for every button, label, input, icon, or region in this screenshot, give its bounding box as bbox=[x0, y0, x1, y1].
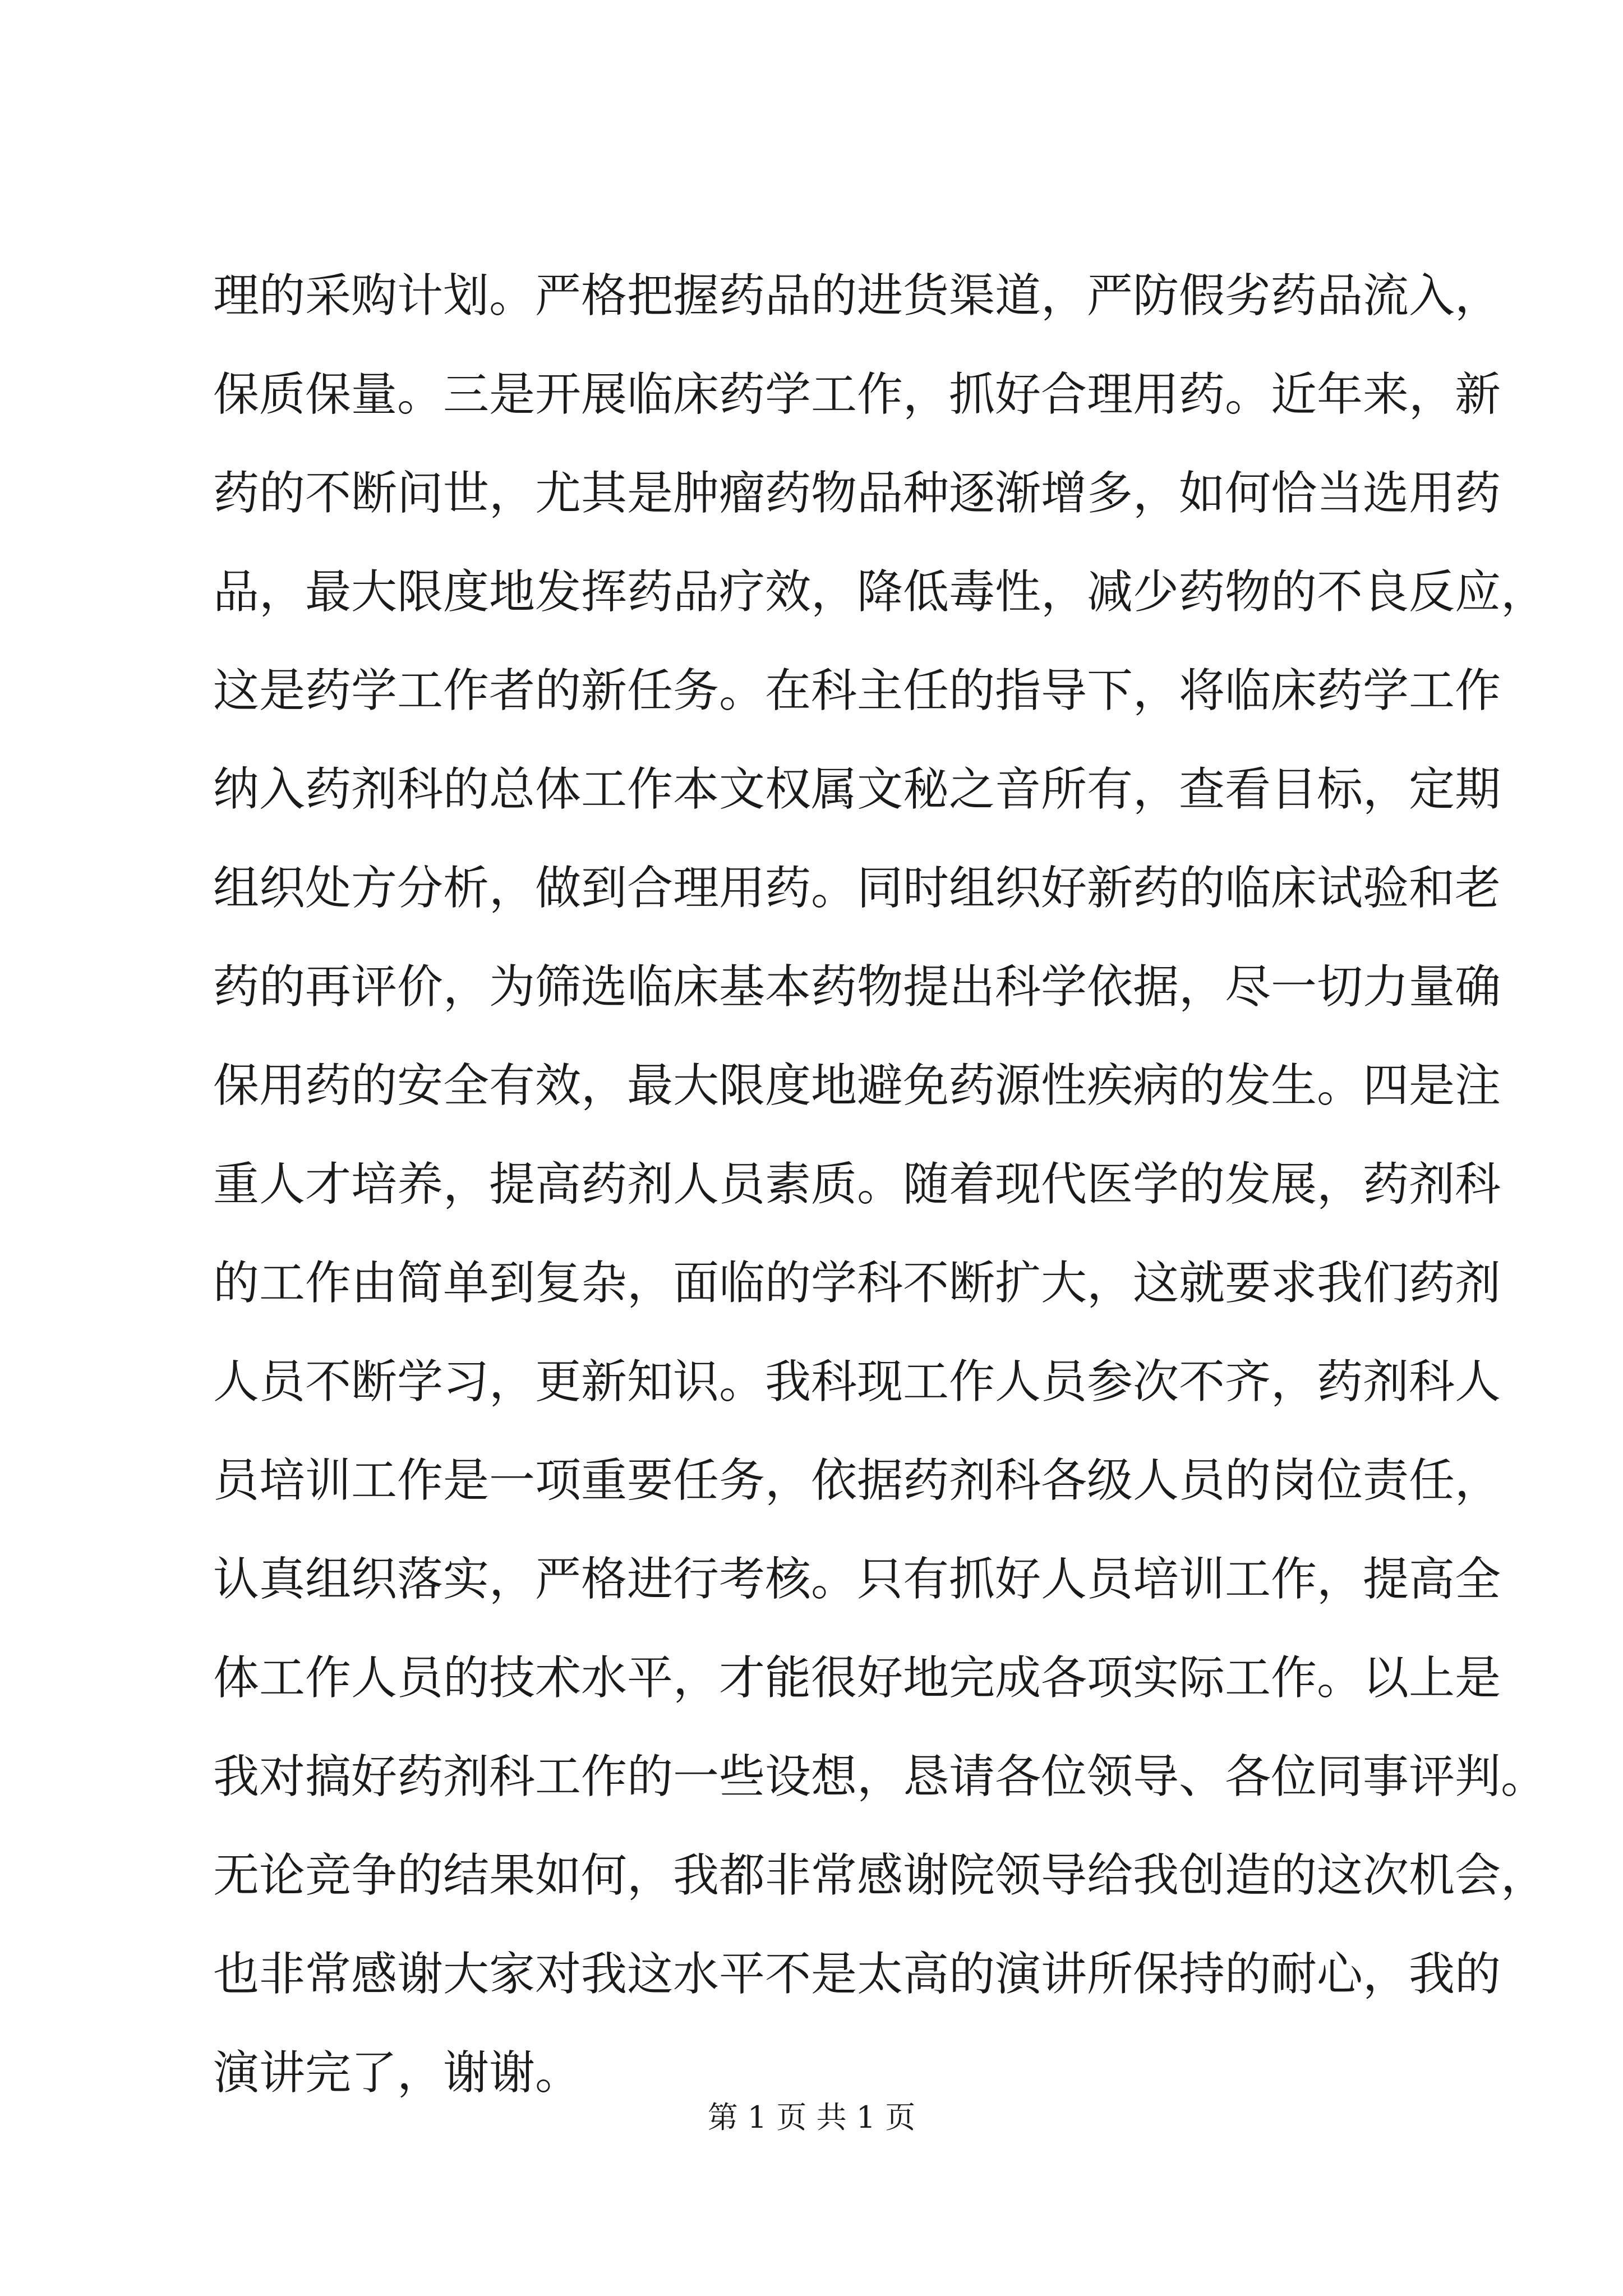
text-line: 理的采购计划。严格把握药品的进货渠道，严防假劣药品流入， bbox=[213, 269, 1501, 323]
text-line: 组织处方分析，做到合理用药。同时组织好新药的临床试验和老 bbox=[213, 862, 1501, 915]
body-text bbox=[213, 247, 1547, 2123]
text-line: 药的再评价，为筛选临床基本药物提出科学依据，尽一切力量确 bbox=[213, 960, 1501, 1014]
text-line: 保质保量。三是开展临床药学工作，抓好合理用药。近年来，新 bbox=[213, 368, 1501, 421]
text-line: 的工作由简单到复杂，面临的学科不断扩大，这就要求我们药剂 bbox=[213, 1257, 1501, 1310]
text-line: 演讲完了，谢谢。 bbox=[213, 2046, 582, 2100]
text-line: 重人才培养，提高药剂人员素质。随着现代医学的发展，药剂科 bbox=[213, 1158, 1501, 1211]
text-line: 这是药学工作者的新任务。在科主任的指导下，将临床药学工作 bbox=[213, 664, 1501, 717]
text-line: 我对搞好药剂科工作的一些设想，恳请各位领导、各位同事评判。 bbox=[213, 1750, 1547, 1803]
text-line: 无论竞争的结果如何，我都非常感谢院领导给我创造的这次机会， bbox=[213, 1849, 1547, 1902]
text-line: 认真组织落实，严格进行考核。只有抓好人员培训工作，提高全 bbox=[213, 1553, 1501, 1606]
text-line: 也非常感谢大家对我这水平不是太高的演讲所保持的耐心，我的 bbox=[213, 1948, 1501, 2001]
text-line: 人员不断学习，更新知识。我科现工作人员参次不齐，药剂科人 bbox=[213, 1355, 1501, 1409]
text-line: 员培训工作是一项重要任务，依据药剂科各级人员的岗位责任， bbox=[213, 1454, 1501, 1507]
page-number-label: 第 1 页 共 1 页 bbox=[707, 2100, 916, 2135]
text-line: 药的不断问世，尤其是肿瘤药物品种逐渐增多，如何恰当选用药 bbox=[213, 467, 1501, 520]
text-line: 保用药的安全有效，最大限度地避免药源性疾病的发生。四是注 bbox=[213, 1059, 1501, 1112]
text-line: 体工作人员的技术水平，才能很好地完成各项实际工作。以上是 bbox=[213, 1651, 1501, 1705]
page-footer bbox=[0, 2098, 1623, 2137]
text-line: 品，最大限度地发挥药品疗效，降低毒性，减少药物的不良反应， bbox=[213, 565, 1547, 619]
text-line: 纳入药剂科的总体工作本文权属文秘之音所有，查看目标，定期 bbox=[213, 763, 1501, 816]
